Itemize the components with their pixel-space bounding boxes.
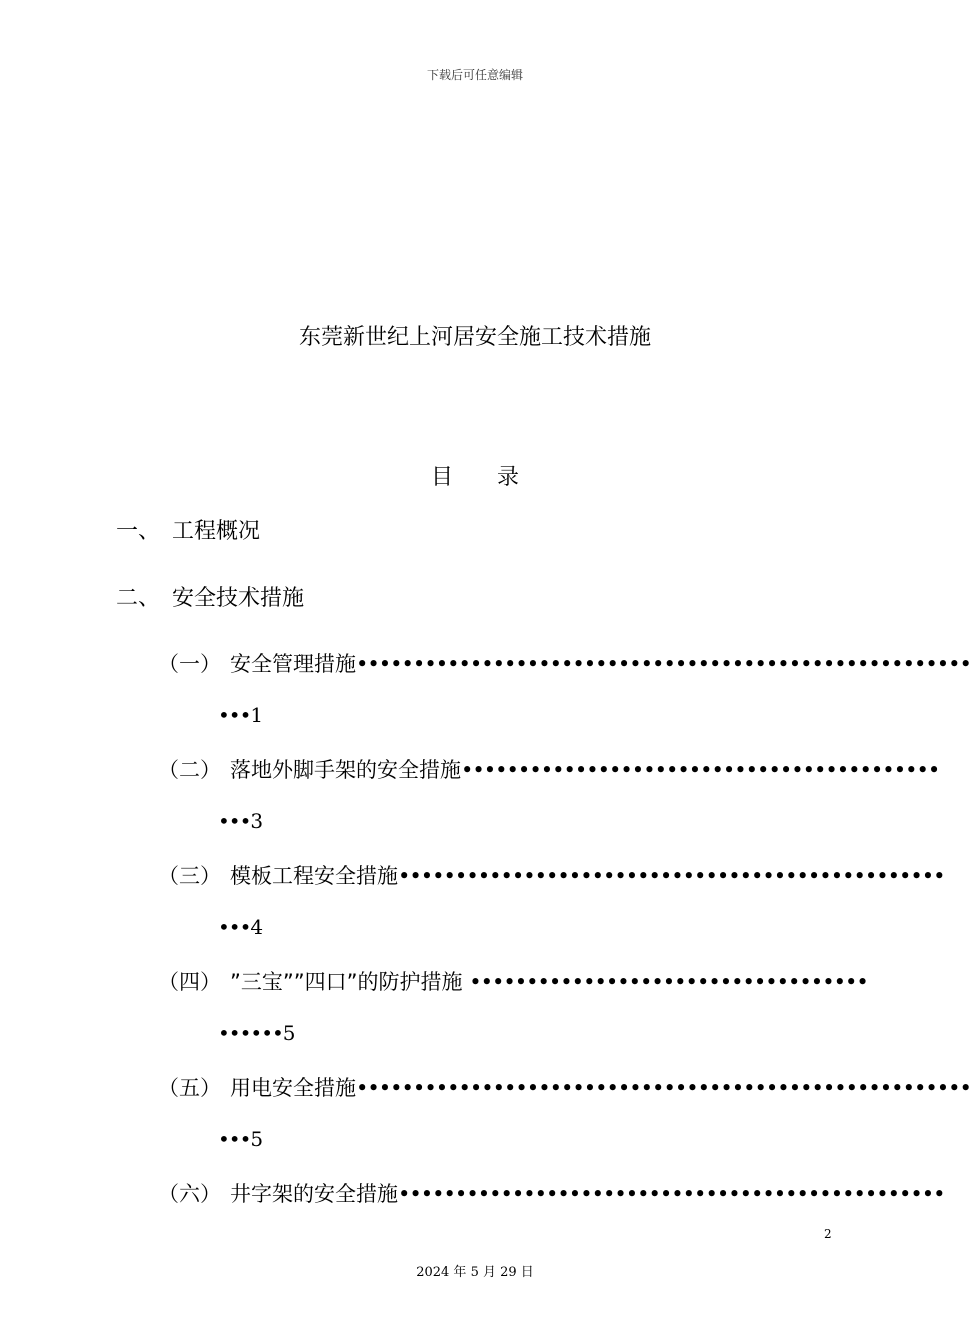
entry-label: 安全管理措施 — [230, 652, 356, 676]
page-footer-date: 2024 年 5 月 29 日 — [416, 1265, 534, 1280]
entry-label: 落地外脚手架的安全措施 — [230, 758, 461, 782]
entry-label: 模板工程安全措施 — [230, 864, 398, 888]
section-number: 一、 — [116, 519, 161, 544]
entry-number: （五） — [158, 1076, 221, 1100]
entry-leader-dots: ••••••••••••••••••••••••••••••••••• — [469, 970, 868, 994]
entry-leader-dots: •••••••••••••••••••••••••••••••••••••••••• — [461, 758, 940, 782]
entry-number: （二） — [158, 758, 221, 782]
entry-label: 用电安全措施 — [230, 1076, 356, 1100]
toc-entry-protection-measures[interactable] — [158, 966, 868, 996]
page-header: 下载后可任意编辑 — [426, 68, 523, 82]
entry-number: （三） — [158, 864, 221, 888]
toc-entry-page: ••••••5 — [218, 1021, 295, 1045]
document-title: 东莞新世纪上河居安全施工技术措施 — [298, 325, 651, 350]
toc-entry-page: •••4 — [218, 915, 263, 939]
toc-entry-formwork-safety[interactable] — [158, 860, 945, 890]
entry-leader-dots: •••••••••••••••••••••••••••••••••••••••••••••••• — [398, 1182, 945, 1206]
page-number: 2 — [824, 1227, 832, 1241]
toc-entry-electrical-safety[interactable] — [158, 1072, 971, 1102]
entry-number: （四） — [158, 970, 221, 994]
section-label: 工程概况 — [172, 519, 261, 544]
toc-entry-page: •••5 — [218, 1127, 263, 1151]
toc-entry-safety-management[interactable] — [158, 648, 971, 678]
toc-entry-page: •••1 — [218, 703, 263, 727]
toc-entry-page: •••3 — [218, 809, 263, 833]
entry-number: （一） — [158, 652, 221, 676]
entry-label: ”三宝””四口”的防护措施 — [230, 970, 470, 994]
entry-label: 井字架的安全措施 — [230, 1182, 398, 1206]
section-label: 安全技术措施 — [172, 586, 305, 611]
entry-number: （六） — [158, 1182, 221, 1206]
toc-heading — [0, 460, 950, 491]
toc-entry-hoist-frame-safety[interactable] — [158, 1178, 945, 1208]
entry-leader-dots: •••••••••••••••••••••••••••••••••••••••••••••••• — [398, 864, 945, 888]
entry-leader-dots: •••••••••••••••••••••••••••••••••••••••••••••••••••••• — [356, 652, 971, 676]
toc-entry-scaffold-safety[interactable] — [158, 754, 940, 784]
toc-heading-char-1: 目 — [430, 465, 453, 490]
toc-heading-char-2: 录 — [497, 465, 520, 490]
toc-section-safety-measures[interactable] — [116, 581, 304, 612]
toc-section-overview[interactable] — [116, 514, 260, 545]
section-number: 二、 — [116, 586, 161, 611]
entry-leader-dots: •••••••••••••••••••••••••••••••••••••••••••••••••••••• — [356, 1076, 971, 1100]
